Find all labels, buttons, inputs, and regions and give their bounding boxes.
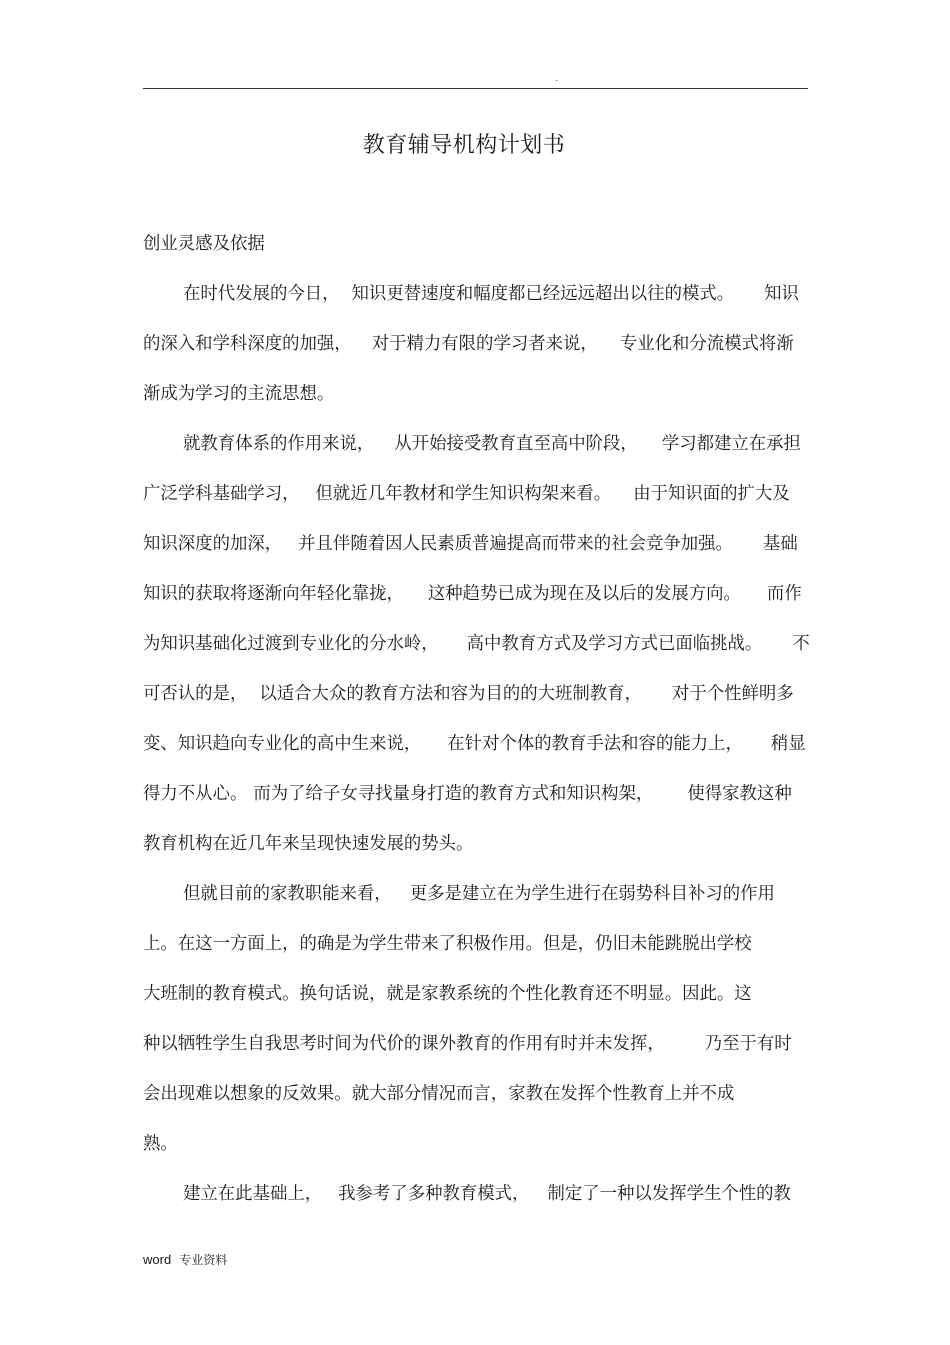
body-line-11 — [143, 782, 792, 806]
line-segment: 变、知识趋向专业化的高中生来说， — [143, 734, 422, 754]
body-line-8 — [143, 632, 810, 656]
document-title: 教育辅导机构计划书 — [362, 133, 566, 158]
body-line-4 — [143, 432, 801, 456]
body-line-15 — [143, 982, 752, 1006]
line-segment: 会出现难以想象的反效果。就大部分情况而言，家教在发挥个性教育上并不成 — [143, 1084, 735, 1104]
line-segment: 知识更替速度和幅度都已经远远超出以往的模式。 — [351, 284, 735, 304]
line-segment: 更多是建立在为学生进行在弱势科目补习的作用 — [409, 884, 775, 904]
line-segment: 可否认的是， — [143, 684, 248, 704]
line-segment: 以适合大众的教育方法和容为目的的大班制教育， — [259, 684, 642, 704]
line-segment: 知识 — [764, 284, 799, 304]
line-segment: 专业化和分流模式将渐 — [619, 334, 794, 354]
body-line-18 — [143, 1132, 178, 1156]
line-segment: 而作 — [766, 584, 802, 604]
body-line-2 — [143, 332, 794, 356]
body-line-5 — [143, 482, 790, 506]
body-line-7 — [143, 582, 802, 606]
line-segment: 学习都建立在承担 — [661, 434, 801, 454]
line-segment: 上。在这一方面上，的确是为学生带来了积极作用。但是，仍旧未能跳脱出学校 — [143, 934, 752, 954]
body-line-12 — [143, 832, 473, 856]
line-segment: 这种趋势已成为现在及以后的发展方向。 — [427, 584, 741, 604]
body-line-14 — [143, 932, 752, 956]
line-segment: 种以牺牲学生自我思考时间为代价的课外教育的作用有时并未发挥， — [143, 1034, 665, 1054]
line-segment: 对于个性鲜明多 — [671, 684, 794, 704]
body-line-6 — [143, 532, 798, 556]
header-mark: . — [555, 73, 559, 84]
line-segment: 基础 — [762, 534, 798, 554]
line-segment: 由于知识面的扩大及 — [633, 484, 790, 504]
line-segment: 乃至于有时 — [704, 1034, 792, 1054]
header-rule — [143, 88, 808, 89]
line-segment: 在时代发展的今日， — [183, 284, 340, 304]
footer-word: word — [143, 1252, 172, 1267]
footer-desc: 专业资料 — [179, 1253, 228, 1267]
line-segment: 广泛学科基础学习， — [143, 484, 300, 504]
body-line-10 — [143, 732, 806, 756]
body-line-19 — [143, 1182, 791, 1206]
line-segment: 知识深度的加深， — [143, 534, 283, 554]
line-segment: 得力不从心。 — [143, 784, 248, 804]
line-segment: 使得家教这种 — [687, 784, 792, 804]
line-segment: 不 — [792, 634, 810, 654]
line-segment: 我参考了多种教育模式， — [338, 1184, 530, 1204]
line-segment: 就教育体系的作用来说， — [183, 434, 375, 454]
body-line-13 — [143, 882, 775, 906]
line-segment: 从开始接受教育直至高中阶段， — [394, 434, 638, 454]
line-segment: 但就近几年教材和学生知识构架来看。 — [315, 484, 612, 504]
line-segment: 并且伴随着因人民素质普遍提高而带来的社会竞争加强。 — [298, 534, 733, 554]
body-line-17 — [143, 1082, 734, 1106]
line-segment: 为知识基础化过渡到专业化的分水岭， — [143, 634, 439, 654]
section-heading: 创业灵感及依据 — [143, 234, 265, 254]
body-line-16 — [143, 1032, 792, 1056]
page-footer — [143, 1251, 227, 1270]
line-segment: 高中教育方式及学习方式已面临挑战。 — [466, 634, 763, 654]
line-segment: 熟。 — [143, 1134, 178, 1154]
body-line-1 — [143, 282, 799, 306]
line-segment: 教育机构在近几年来呈现快速发展的势头。 — [143, 834, 474, 854]
line-segment: 渐成为学习的主流思想。 — [143, 384, 335, 404]
line-segment: 的深入和学科深度的加强， — [143, 334, 352, 354]
line-segment: 在针对个体的教育手法和容的能力上， — [447, 734, 743, 754]
line-segment: 稍显 — [770, 734, 806, 754]
line-segment: 知识的获取将逐渐向年轻化靠拢， — [143, 584, 404, 604]
line-segment: 而为了给子女寻找量身打造的教育方式和知识构架， — [253, 784, 654, 804]
line-segment: 对于精力有限的学习者来说， — [371, 334, 598, 354]
body-line-3 — [143, 382, 334, 406]
body-line-9 — [143, 682, 794, 706]
line-segment: 建立在此基础上， — [183, 1184, 323, 1204]
line-segment: 制定了一种以发挥学生个性的教 — [547, 1184, 791, 1204]
line-segment: 但就目前的家教职能来看， — [183, 884, 392, 904]
line-segment: 大班制的教育模式。换句话说，就是家教系统的个性化教育还不明显。因此。这 — [143, 984, 752, 1004]
